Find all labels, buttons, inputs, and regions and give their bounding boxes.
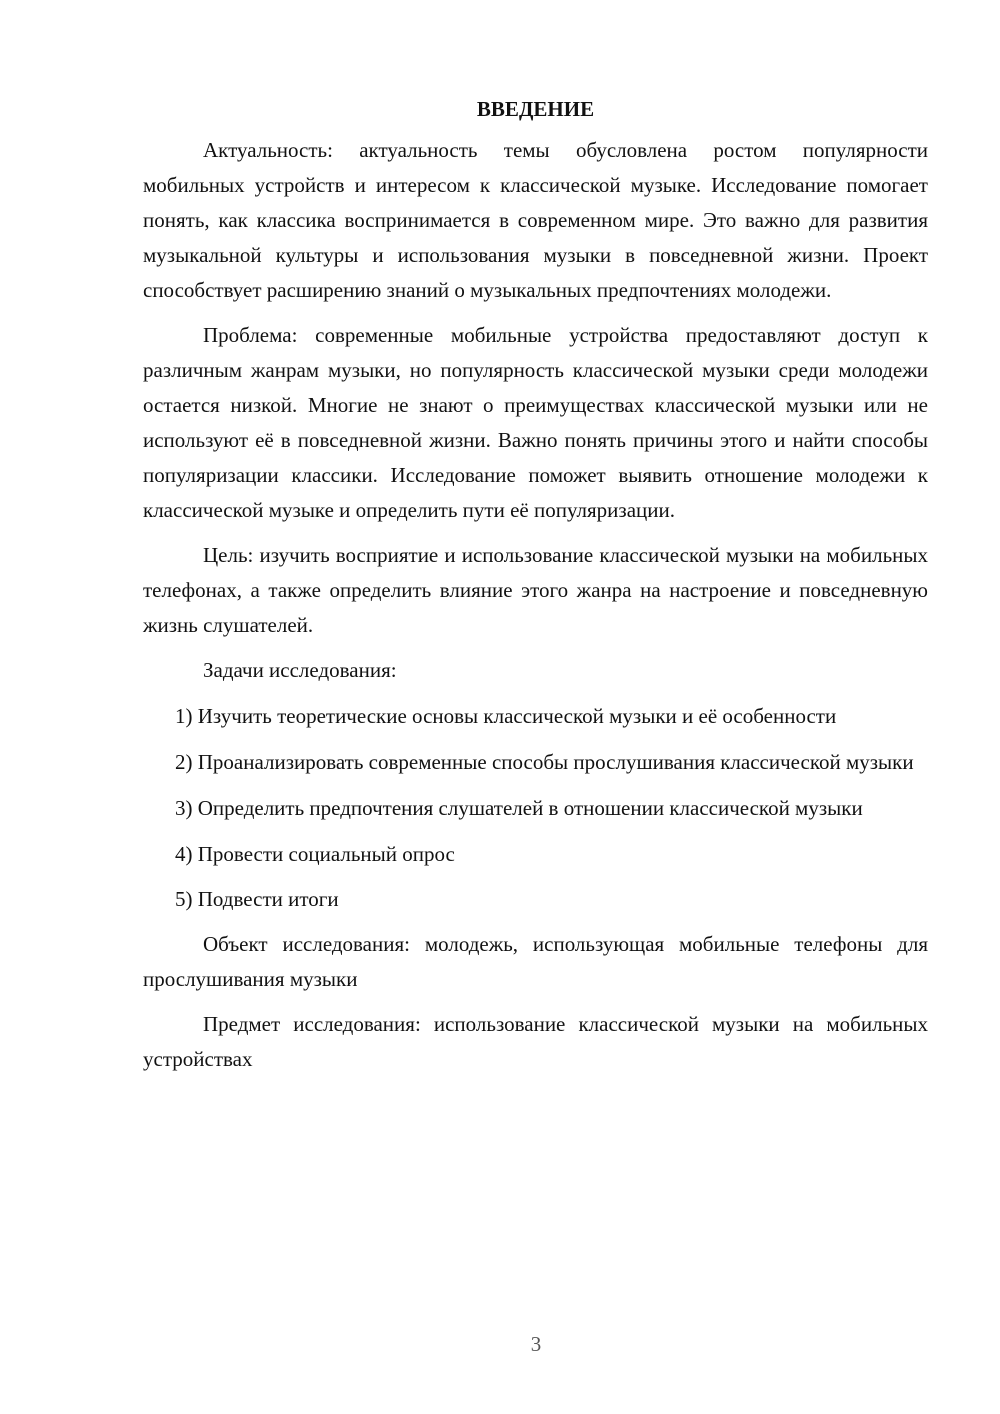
task-item: 4) Провести социальный опрос: [175, 842, 455, 866]
subject-paragraph: Предмет исследования: использование классической музыки на мобильных устройствах: [143, 1012, 928, 1071]
goal-paragraph: Цель: изучить восприятие и использование классической музыки на мобильных телефонах, а также определить влияние этого жанра на настроение и повседневную жизнь слушателей.: [143, 543, 928, 637]
task-item: 3) Определить предпочтения слушателей в отношении классической музыки: [175, 796, 863, 820]
task-item: 1) Изучить теоретические основы классической музыки и её особенности: [175, 704, 837, 728]
tasks-list: [143, 699, 928, 917]
relevance-paragraph: Актуальность: актуальность темы обусловлена ростом популярности мобильных устройств и интересом к классической музыке. Исследование помогает понять, как классика воспринимается в современном мире. Это важно для развития музыкальной культуры и использования музыки в повседневной жизни. Проект способствует расширению знаний о музыкальных предпочтениях молодежи.: [143, 138, 928, 302]
task-item: 2) Проанализировать современные способы прослушивания классической музыки: [175, 750, 914, 774]
section-heading: ВВЕДЕНИЕ: [476, 97, 595, 121]
page-number: 3: [530, 1332, 542, 1356]
tasks-heading: Задачи исследования:: [203, 658, 397, 682]
problem-paragraph: Проблема: современные мобильные устройства предоставляют доступ к различным жанрам музыки, но популярность классической музыки среди молодежи остается низкой. Многие не знают о преимуществах классической музыки или не используют её в повседневной жизни. Важно понять причины этого и найти способы популяризации классики. Исследование поможет выявить отношение молодежи к классической музыке и определить пути её популяризации.: [143, 323, 928, 522]
task-item: 5) Подвести итоги: [175, 887, 339, 911]
page-content: [143, 92, 928, 1087]
object-paragraph: Объект исследования: молодежь, использующая мобильные телефоны для прослушивания музыки: [143, 932, 928, 991]
